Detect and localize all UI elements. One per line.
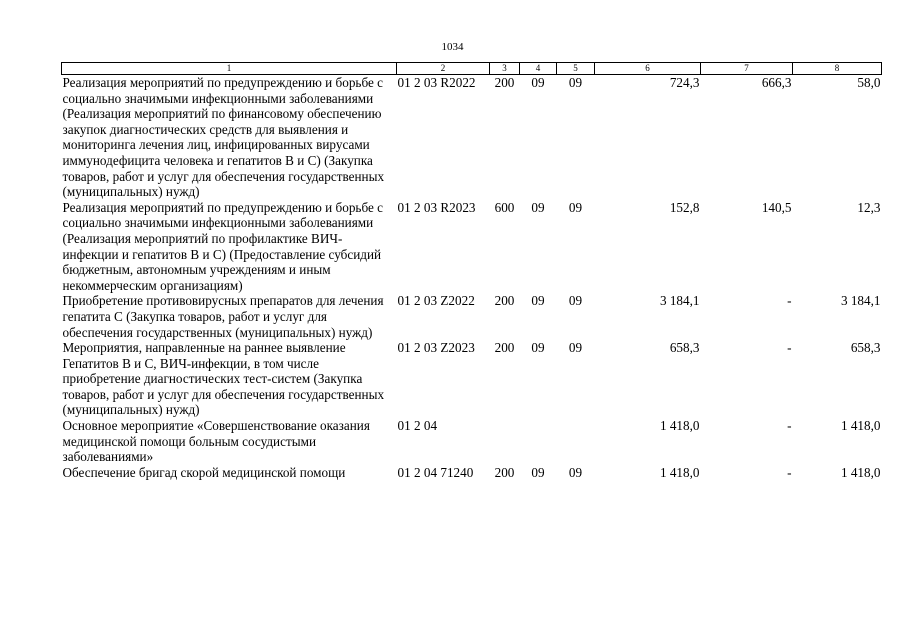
budget-table — [61, 62, 882, 480]
row-rz: 09 — [531, 340, 545, 356]
table-row — [62, 293, 882, 340]
row-name: Реализация мероприятий по предупреждению и борьбе с социально значимыми инфекционными заболеваниями (Реализация мероприятий по финансовому обеспечению закупок диагностических средств для выявления и мониторинга лечения лиц, инфицированных вирусами иммунодефицита человека и гепатитов В и С) (Закупка товаров, работ и услуг для обеспечения государственных (муниципальных) нужд) — [62, 75, 385, 200]
row-total: 658,3 — [669, 340, 700, 356]
row-code: 01 2 03 R2023 — [397, 199, 476, 215]
row-total: 3 184,1 — [659, 293, 700, 309]
row-pr — [557, 418, 595, 465]
row-total: 152,8 — [669, 199, 700, 215]
header-cell: 2 — [397, 63, 490, 75]
header-cell: 1 — [62, 63, 397, 75]
table-row — [62, 200, 882, 294]
row-col8: 658,3 — [850, 340, 881, 356]
row-col7: 140,5 — [761, 199, 792, 215]
row-total: 1 418,0 — [659, 464, 700, 480]
row-name: Приобретение противовирусных препаратов для лечения гепатита С (Закупка товаров, работ и услуг для обеспечения государственных (муниципальных) нужд) — [62, 293, 384, 340]
row-code: 01 2 04 71240 — [397, 464, 474, 480]
row-col7: - — [787, 293, 792, 309]
row-rz: 09 — [531, 199, 545, 215]
row-rz: 09 — [531, 75, 545, 90]
row-vr: 600 — [494, 199, 515, 215]
row-pr: 09 — [568, 199, 583, 215]
row-vr: 200 — [494, 293, 515, 309]
row-col7: - — [787, 464, 792, 480]
row-vr: 200 — [494, 464, 515, 480]
row-vr — [490, 418, 520, 465]
row-vr: 200 — [494, 75, 515, 90]
row-rz: 09 — [531, 464, 545, 480]
row-name: Мероприятия, направленные на раннее выявление Гепатитов В и С, ВИЧ-инфекции, в том числе приобретение диагностических тест-систем (Закупка товаров, работ и услуг для обеспечения государственных (муниципальных) нужд) — [62, 340, 385, 418]
header-cell: 5 — [557, 63, 595, 75]
header-cell: 8 — [793, 63, 882, 75]
row-name: Реализация мероприятий по предупреждению и борьбе с социально значимыми инфекционными заболеваниями (Реализация мероприятий по профилактике ВИЧ-инфекции и гепатитов В и С) (Предоставление субсидий бюджетным, автономным учреждениям и иным некоммерческим организациям) — [62, 199, 383, 293]
row-col8: 58,0 — [857, 75, 881, 90]
header-cell: 7 — [701, 63, 793, 75]
row-col7: 666,3 — [761, 75, 792, 90]
row-pr: 09 — [568, 340, 583, 356]
table-row — [62, 340, 882, 418]
table-row — [62, 418, 882, 465]
row-total: 1 418,0 — [659, 418, 700, 434]
row-rz — [520, 418, 557, 465]
header-cell: 3 — [490, 63, 520, 75]
row-vr: 200 — [494, 340, 515, 356]
row-col8: 1 418,0 — [840, 464, 881, 480]
row-total: 724,3 — [669, 75, 700, 90]
row-col8: 3 184,1 — [840, 293, 881, 309]
row-col8: 12,3 — [857, 199, 881, 215]
row-code: 01 2 04 — [397, 418, 438, 434]
page-number: 1034 — [441, 41, 464, 53]
header-cell: 4 — [520, 63, 557, 75]
row-pr: 09 — [568, 464, 583, 480]
row-name: Обеспечение бригад скорой медицинской помощи — [62, 464, 346, 480]
row-col7: - — [787, 340, 792, 356]
row-code: 01 2 03 R2022 — [397, 75, 476, 90]
row-code: 01 2 03 Z2022 — [397, 293, 475, 309]
row-col7: - — [787, 418, 792, 434]
header-cell: 6 — [595, 63, 701, 75]
table-row — [62, 465, 882, 481]
header-row — [62, 63, 882, 75]
row-name: Основное мероприятие «Совершенствование оказания медицинской помощи больным сосудистыми заболеваниями» — [62, 418, 370, 465]
row-pr: 09 — [568, 75, 583, 90]
row-code: 01 2 03 Z2023 — [397, 340, 475, 356]
table-row — [62, 75, 882, 200]
row-rz: 09 — [531, 293, 545, 309]
row-pr: 09 — [568, 293, 583, 309]
row-col8: 1 418,0 — [840, 418, 881, 434]
